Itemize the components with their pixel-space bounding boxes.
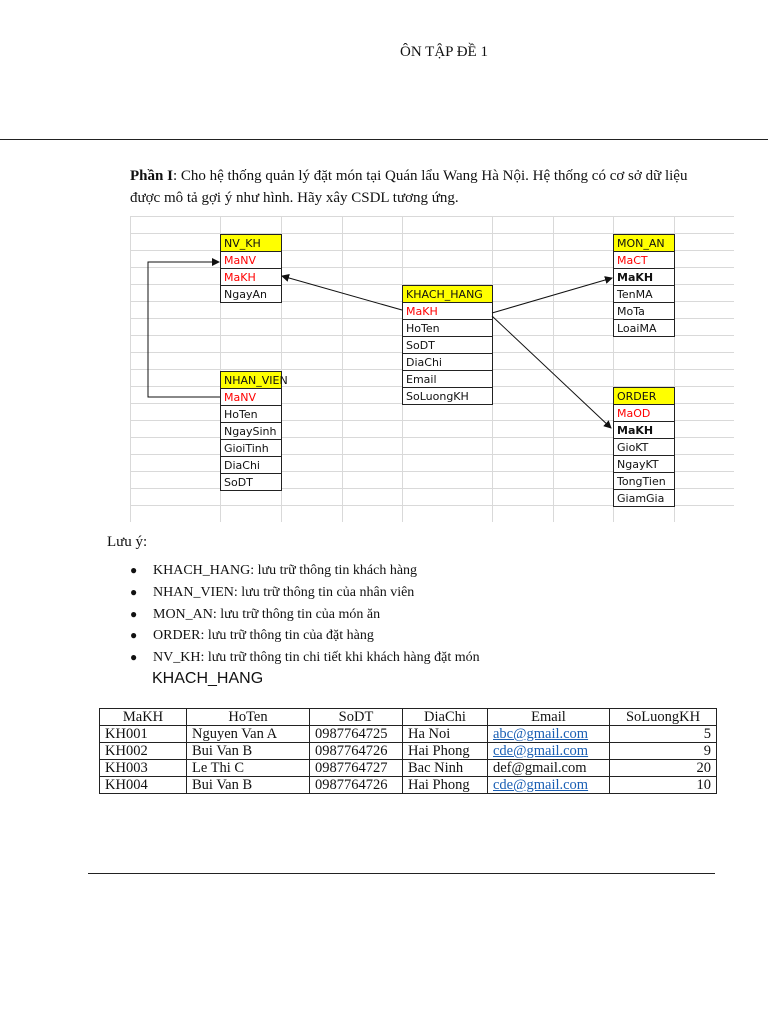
entity-name: MON_AN: [617, 237, 665, 250]
entity-field: Email: [406, 373, 437, 386]
column-header: DiaChi: [403, 709, 488, 726]
entity-field: NgayAn: [224, 288, 267, 301]
entity-name: KHACH_HANG: [406, 288, 483, 301]
entity-field: MaKH: [224, 271, 256, 284]
cell-diachi: Hai Phong: [403, 743, 488, 760]
entity-tables: [221, 235, 675, 507]
cell-email: [488, 726, 610, 743]
entity-field: SoDT: [406, 339, 435, 352]
column-header: MaKH: [100, 709, 187, 726]
note-item: ● ORDER: lưu trữ thông tin của đặt hàng: [130, 625, 480, 647]
entity-field: HoTen: [406, 322, 440, 335]
column-header: HoTen: [187, 709, 310, 726]
note-label: Lưu ý:: [107, 534, 148, 550]
entity-field: SoLuongKH: [406, 390, 469, 403]
entity-field: NgaySinh: [224, 425, 277, 438]
entity-field: MaKH: [617, 424, 654, 437]
entity-field: MaKH: [406, 305, 438, 318]
table-row: [100, 743, 717, 760]
entity-nhan-vien: [221, 372, 288, 491]
entity-field: MaOD: [617, 407, 651, 420]
entity-field: SoDT: [224, 476, 253, 489]
cell-makh: KH002: [100, 743, 187, 760]
entity-field: DiaChi: [224, 459, 260, 472]
cell-sodt: 0987764727: [310, 760, 403, 777]
cell-diachi: Hai Phong: [403, 777, 488, 794]
cell-makh: KH001: [100, 726, 187, 743]
entity-mon-an: [614, 235, 675, 337]
cell-email: [488, 777, 610, 794]
entity-field: TenMA: [617, 288, 653, 301]
bullet-icon: ●: [130, 563, 138, 577]
cell-soluongkh: 5: [610, 726, 717, 743]
database-diagram: [130, 216, 734, 522]
entity-field: MaNV: [224, 254, 256, 267]
arrow-khachhang-to-order: [492, 316, 611, 428]
entity-field: MoTa: [617, 305, 645, 318]
cell-email: [488, 743, 610, 760]
entity-field: TongTien: [617, 475, 666, 488]
entity-field: LoaiMA: [617, 322, 657, 335]
email-link[interactable]: cde@gmail.com: [493, 777, 589, 793]
entity-order: [614, 388, 675, 507]
note-item: ● KHACH_HANG: lưu trữ thông tin khách hàng: [130, 560, 480, 582]
email-link[interactable]: abc@gmail.com: [493, 726, 589, 742]
arrow-khachhang-to-monan: [492, 278, 612, 313]
bullet-icon: ●: [130, 650, 138, 665]
cell-soluongkh: 20: [610, 760, 717, 777]
cell-makh: KH003: [100, 760, 187, 777]
entity-field: MaKH: [617, 271, 654, 284]
intro-label: Phần I: [130, 168, 173, 184]
bullet-icon: ●: [130, 584, 138, 599]
page-title: ÔN TẬP ĐỀ 1: [400, 44, 488, 60]
cell-diachi: Bac Ninh: [403, 760, 488, 777]
bullet-icon: ●: [130, 606, 138, 621]
cell-hoten: Nguyen Van A: [187, 726, 310, 743]
cell-hoten: Le Thi C: [187, 760, 310, 777]
header-divider: [0, 139, 768, 140]
table-title: KHACH_HANG: [152, 670, 264, 687]
intro-text: : Cho hệ thống quản lý đặt món tại Quán lẩu Wang Hà Nội. Hệ thống có cơ sở dữ liệu được mô tả gợi ý như hình. Hãy xây CSDL tương ứng.: [130, 168, 688, 206]
bullet-icon: ●: [130, 628, 138, 643]
cell-email: def@gmail.com: [488, 760, 610, 777]
entity-nv-kh: [221, 235, 282, 303]
note-item: ● NHAN_VIEN: lưu trữ thông tin của nhân viên: [130, 582, 480, 604]
entity-field: DiaChi: [406, 356, 442, 369]
intro-paragraph: [130, 165, 700, 209]
column-header: SoLuongKH: [610, 709, 717, 726]
cell-soluongkh: 9: [610, 743, 717, 760]
column-header: SoDT: [310, 709, 403, 726]
table-header-row: [100, 709, 717, 726]
note-list: [130, 560, 480, 669]
cell-sodt: 0987764725: [310, 726, 403, 743]
khach-hang-table: [99, 708, 717, 794]
table-row: [100, 726, 717, 743]
cell-sodt: 0987764726: [310, 743, 403, 760]
column-header: Email: [488, 709, 610, 726]
cell-makh: KH004: [100, 777, 187, 794]
table-row: [100, 777, 717, 794]
entity-name: ORDER: [617, 390, 657, 403]
entity-field: NgayKT: [617, 458, 659, 471]
entity-name: NV_KH: [224, 237, 261, 250]
entity-field: HoTen: [224, 408, 258, 421]
entity-field: GioKT: [617, 441, 649, 454]
cell-hoten: Bui Van B: [187, 743, 310, 760]
email-link[interactable]: cde@gmail.com: [493, 743, 589, 759]
entity-khach-hang: [403, 286, 493, 405]
table-row: [100, 760, 717, 777]
footer-divider: [88, 873, 715, 874]
note-item: ● NV_KH: lưu trữ thông tin chi tiết khi khách hàng đặt món: [130, 647, 480, 669]
entity-field: MaNV: [224, 391, 256, 404]
entity-name: NHAN_VIEN: [224, 374, 288, 387]
cell-soluongkh: 10: [610, 777, 717, 794]
cell-sodt: 0987764726: [310, 777, 403, 794]
entity-field: MaCT: [617, 254, 648, 267]
entity-field: GioiTinh: [224, 442, 269, 455]
arrow-nhanvien-to-nvkh: [148, 262, 220, 397]
entity-field: GiamGia: [617, 492, 665, 505]
cell-hoten: Bui Van B: [187, 777, 310, 794]
note-item: ● MON_AN: lưu trữ thông tin của món ăn: [130, 604, 480, 626]
cell-diachi: Ha Noi: [403, 726, 488, 743]
